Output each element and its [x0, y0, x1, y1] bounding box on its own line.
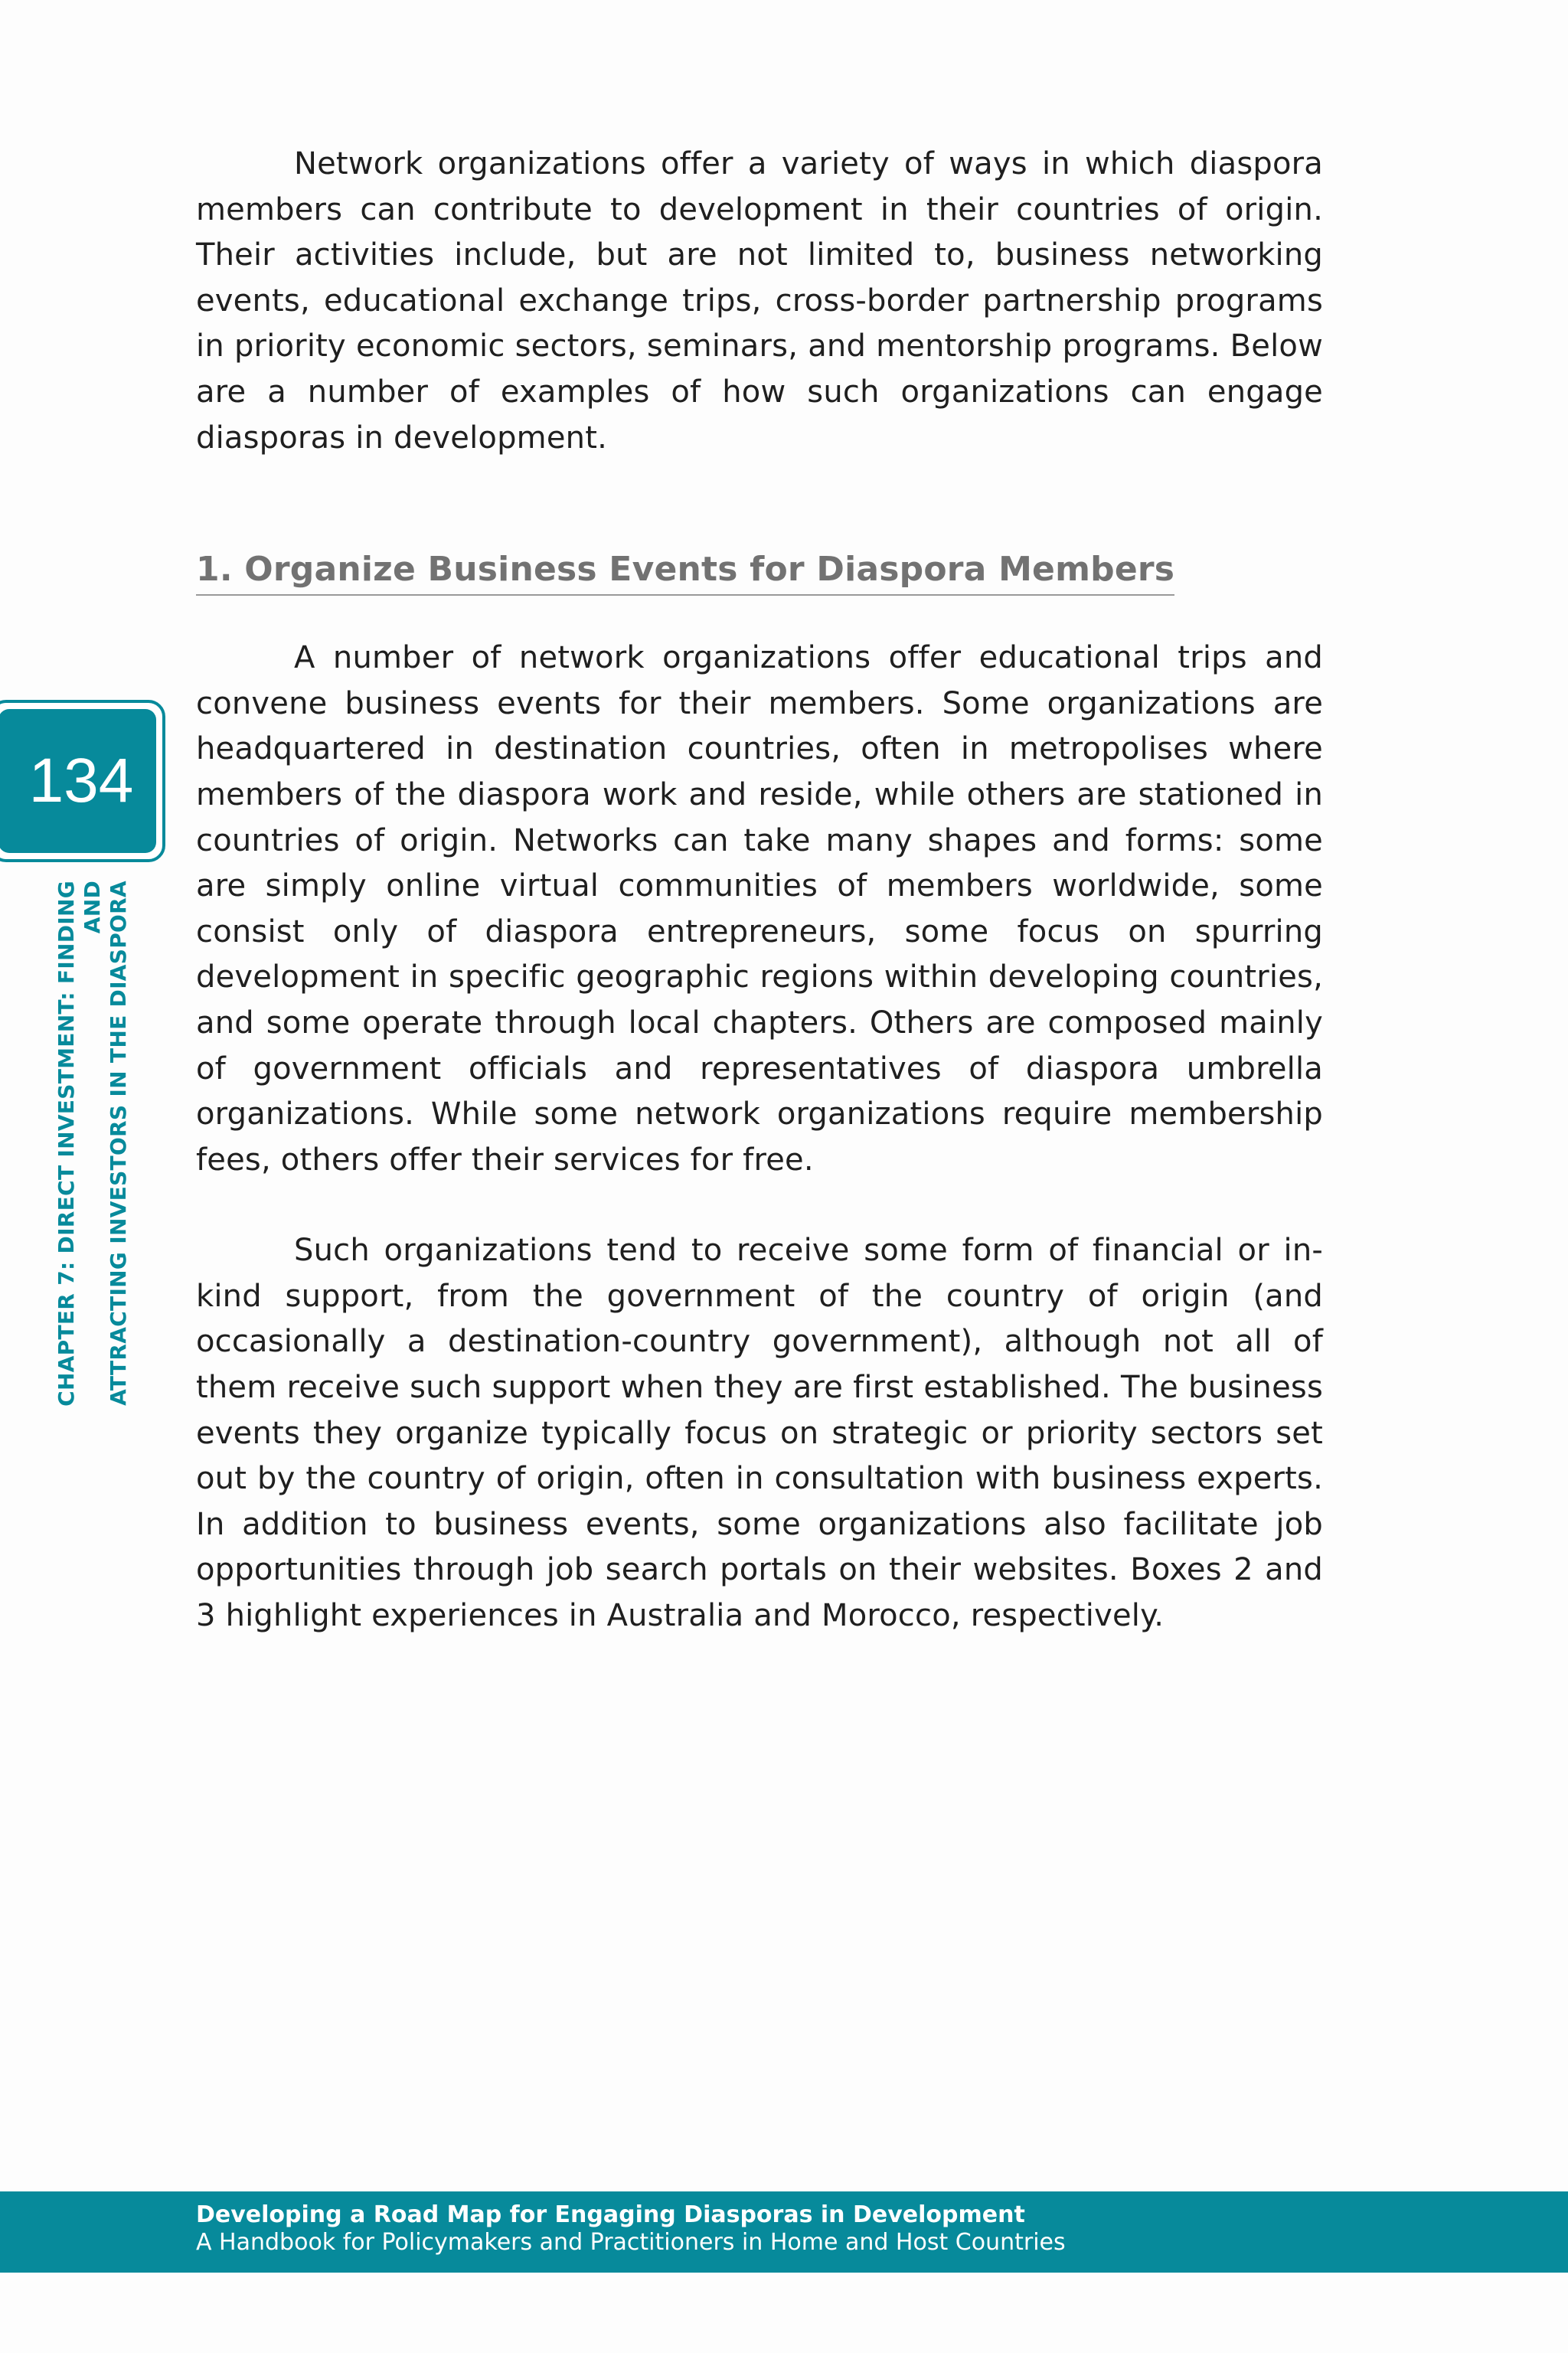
body-paragraph-1: A number of network organizations offer educational trips and convene business events for their members. Some organizations are headquartered in destination countries, often in metropolises where members of the diaspora work and reside, while others are stationed in countries of origin. Networks can take many shapes and forms: some are simply online virtual communities of members worldwide, some consist only of diaspora entrepreneurs, some focus on spurring development in specific geographic regions within developing countries, and some operate through local chapters. Others are composed mainly of government officials and representatives of diaspora umbrella organizations. While some network organizations require membership fees, others offer their services for free.	[196, 640, 1323, 1178]
chapter-title-line1: CHAPTER 7: DIRECT INVESTMENT: FINDING AND	[54, 881, 105, 1407]
chapter-title-line2: ATTRACTING INVESTORS IN THE DIASPORA	[106, 881, 131, 1406]
chapter-side-title	[54, 881, 131, 1432]
page-body	[196, 142, 1323, 1639]
page-number: 134	[0, 709, 156, 853]
section-heading: 1. Organize Business Events for Diaspora Members	[196, 547, 1174, 596]
intro-paragraph: Network organizations offer a variety of ways in which diaspora members can contribute to development in their countries of origin. Their activities include, but are not limited to, business networking events, educational exchange trips, cross-border partnership programs in priority economic sectors, seminars, and mentorship programs. Below are a number of examples of how such organizations can engage diasporas in development.	[196, 146, 1323, 456]
page-footer	[0, 2191, 1568, 2273]
page-number-badge	[0, 700, 165, 862]
body-paragraph-2: Such organizations tend to receive some form of financial or in-kind support, from the government of the country of origin (and occasionally a destination-country government), although not all of them receive such support when they are first established. The business events they organize typically focus on strategic or priority sectors set out by the country of origin, often in consultation with business experts. In addition to business events, some organizations also facilitate job opportunities through job search portals on their websites. Boxes 2 and 3 highlight experiences in Australia and Morocco, respectively.	[196, 1233, 1323, 1634]
footer-book-subtitle: A Handbook for Policymakers and Practitioners in Home and Host Countries	[196, 2229, 1066, 2256]
footer-book-title: Developing a Road Map for Engaging Diasporas in Development	[196, 2201, 1025, 2228]
